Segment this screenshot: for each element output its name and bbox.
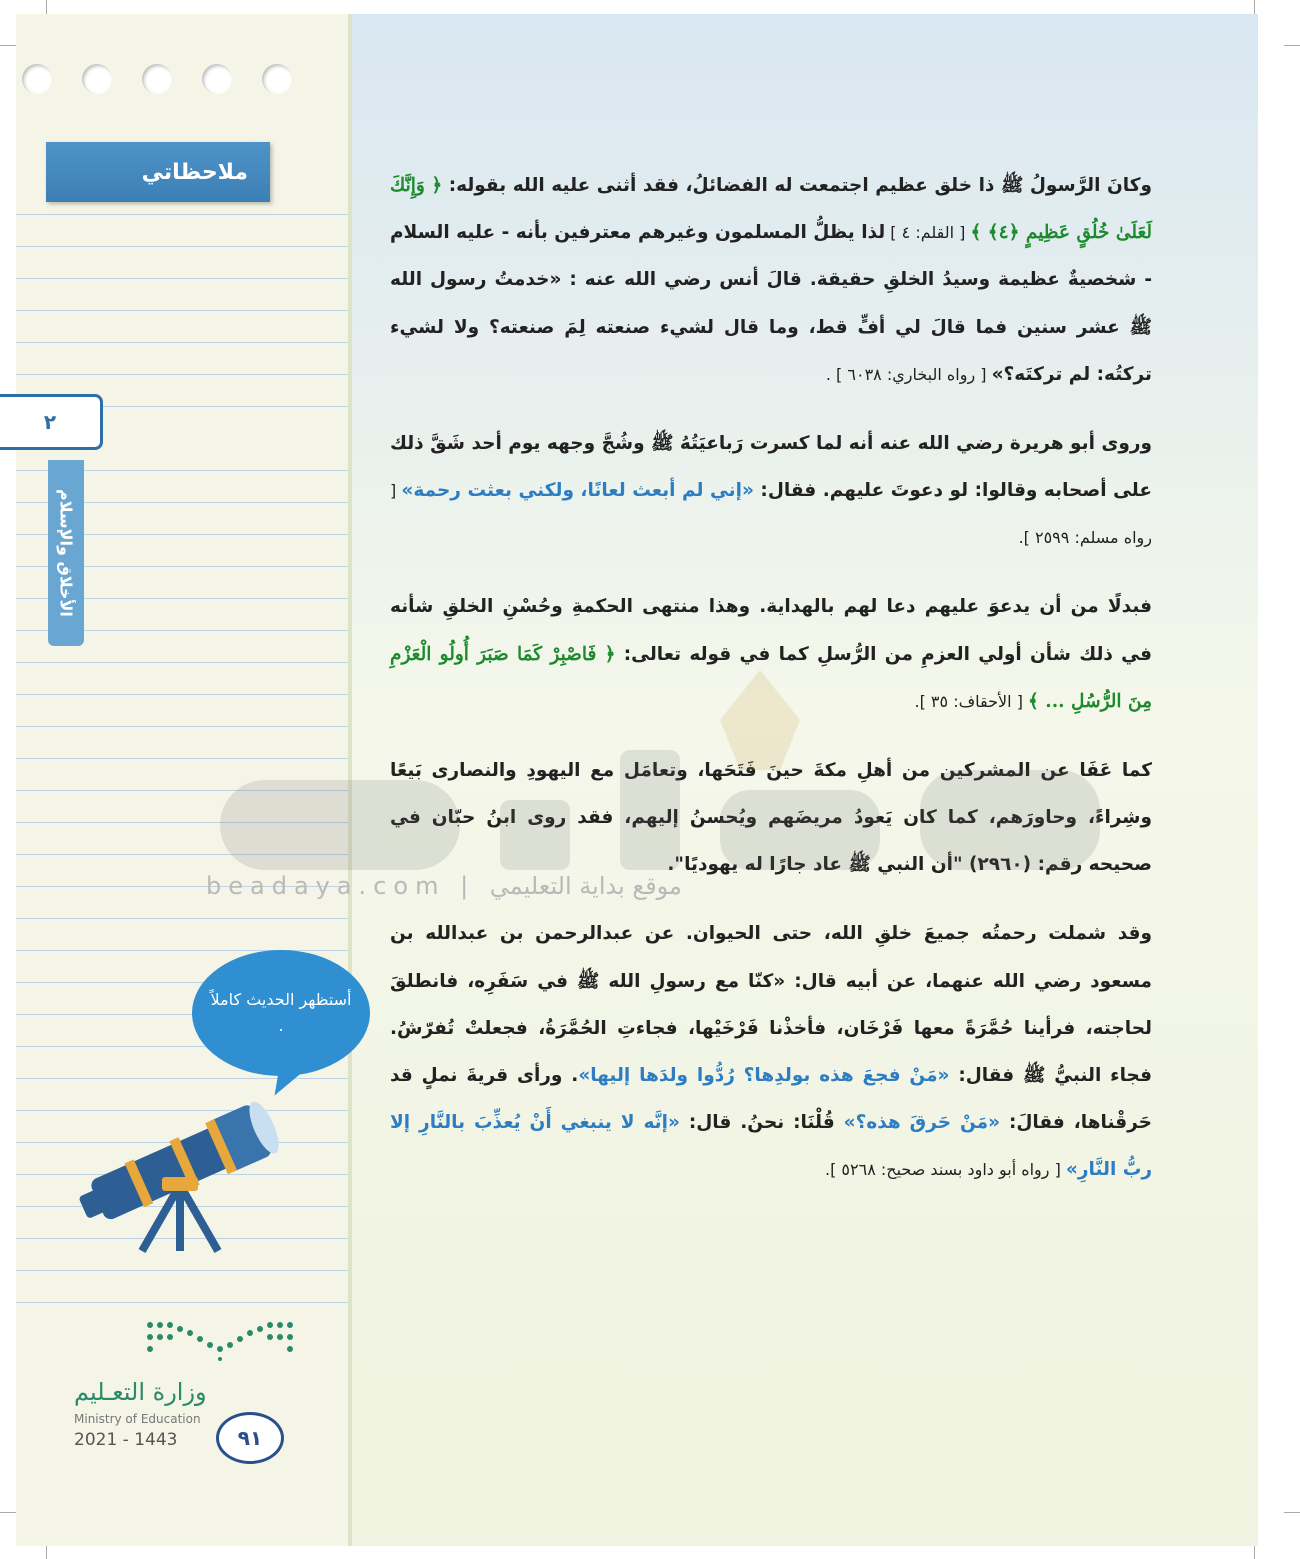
crop-mark [46,0,47,14]
reference: [ القلم: ٤ ] [885,223,971,243]
ministry-name-english: Ministry of Education [74,1412,201,1426]
body-text: . ورأى قريةَ نملٍ قد حَرقْناها، فقالَ: [390,1064,1152,1134]
crop-mark [1254,1546,1255,1559]
binder-hole [22,64,52,94]
body-text: لذا يظلُّ المسلمون وغيرهم معترفين بأنه - عليه السلام - شخصيةٌ عظيمة وسيدُ الخلقِ حقيقة. قالَ أنس رضي الله عنه : «خدمتُ رسول الله ﷺ عشر سنين فما قالَ لي أفٍّ قط، وما قال لشيء صنعته لِمَ صنعته؟ ولا لشيء تركتُه: لم تركتَه؟» [390,222,1152,385]
reference: [ رواه أبو داود بسند صحيح: ٥٢٦٨ ]. [825,1160,1066,1180]
ministry-logo-icon [140,1315,300,1365]
telescope-illustration [70,1085,290,1255]
ruled-line [16,1270,348,1271]
paragraph [390,583,1152,725]
crop-mark [1284,1512,1300,1513]
crop-mark [1254,0,1255,14]
body-text: وقد شملت رحمتُه جميعَ خلقِ الله، حتى الحيوان. عن عبدالرحمن بن عبدالله بن مسعود رضي الله عنهما، عن أبيه قال: «كنّا مع رسولِ الله ﷺ في سَفَرِه، فانطلقَ لحاجته، فرأينا حُمَّرَةً معها فَرْخَان، فأخذْنا فَرْخَيْها، فجاءتِ الحُمَّرَةُ، فجعلتْ تُفرّشُ. فجاء النبيُّ ﷺ فقال: [390,923,1152,1086]
binder-hole [142,64,172,94]
paragraph [390,747,1152,889]
unit-label: الأخلاق والإسلام [56,489,76,617]
hadith-quote: «مَنْ حَرقَ هذه؟» [843,1112,1001,1134]
ruled-line [16,726,348,727]
reference: [ رواه البخاري: ٦٠٣٨ ] . [825,364,992,384]
paragraph [390,162,1152,398]
ruled-line [16,1302,348,1303]
ruled-line [16,662,348,663]
ruled-line [16,758,348,759]
page-number: ٩١ [237,1426,263,1450]
quran-verse: ﴿ فَاصْبِرْ كَمَا صَبَرَ أُولُو الْعَزْمِ مِنَ الرُّسُلِ ... ﴾ [390,643,1152,712]
hadith-quote: «إنَّه لا ينبغي أَنْ يُعذِّبَ بالنَّارِ إلا ربُّ النَّارِ» [390,1112,1152,1181]
hadith-quote: «مَنْ فجعَ هذه بولدِها؟ رُدُّوا ولدَها إليها» [578,1064,950,1086]
edition-year: 2021 - 1443 [74,1430,178,1450]
body-text: قُلْنَا: نحنُ. قال: [679,1112,844,1134]
notes-title: ملاحظاتي [141,159,248,185]
ruled-line [16,790,348,791]
binder-hole [202,64,232,94]
notes-title-tab [46,142,270,202]
ruled-line [16,278,348,279]
ruled-line [16,694,348,695]
lesson-text [390,162,1152,1215]
paragraph [390,910,1152,1193]
crop-mark [0,45,16,46]
ruled-line [16,374,348,375]
ruled-line [16,342,348,343]
unit-number: ٢ [43,410,57,434]
binder-hole [262,64,292,94]
binder-hole [82,64,112,94]
ministry-name-arabic: وزارة التعـليم [74,1378,207,1406]
reference: [ الأحقاف: ٣٥ ]. [914,691,1029,711]
ruled-line [16,822,348,823]
bubble-text: أستظهر الحديث كاملاً . [210,990,352,1035]
body-text: فبدلًا من أن يدعوَ عليهم دعا لهم بالهداية. وهذا منتهى الحكمةِ وحُسْنِ الخلقِ شأنه في ذلك شأن أولي العزمِ من الرُّسلِ كما في قوله تعالى: [390,596,1152,665]
hadith-quote: «إني لم أبعث لعانًا، ولكني بعثت رحمة» [401,480,754,502]
crop-mark [1284,45,1300,46]
paragraph [390,420,1152,562]
body-text: وكانَ الرَّسولُ ﷺ ذا خلق عظيم اجتمعت له الفضائلُ، فقد أثنى عليه الله بقوله: [442,175,1152,196]
binder-holes [22,64,322,104]
quran-verse: ﴿ وَإِنَّكَ لَعَلَىٰ خُلُقٍ عَظِيمٍ ﴿٤﴾ ﴾ [390,175,1153,244]
unit-number-badge [0,394,103,450]
ruled-line [16,214,348,215]
body-text: وروى أبو هريرة رضي الله عنه أنه لما كسرت رَباعيَتُهُ ﷺ وشُجَّ وجهه يوم أحد شَقَّ ذلك على أصحابه وقالوا: لو دعوتَ عليهم. فقال: [390,432,1152,502]
ruled-line [16,310,348,311]
unit-vertical-tab [48,460,84,646]
ruled-line [16,246,348,247]
body-text: كما عَفَا عن المشركين من أهلِ مكةَ حينَ فَتَحَها، وتعامَل مع اليهودِ والنصارى بَيعًا وشِراءً، وحاورَهم، كما كان يَعودُ مريضَهم ويُحسنُ إليهم، فقد روى ابنُ حبّان في صحيحه رقم: (٢٩٦٠) "أن النبي ﷺ عاد جارًا له يهوديًا". [390,759,1152,876]
crop-mark [46,1546,47,1559]
ruled-line [16,854,348,855]
crop-mark [0,1512,16,1513]
page-number-badge [216,1412,284,1464]
reference: [ رواه مسلم: ٢٥٩٩ ]. [390,481,1152,548]
watermark-text: beadaya.com | موقع بداية التعليمي [206,872,682,900]
ruled-line [16,918,348,919]
